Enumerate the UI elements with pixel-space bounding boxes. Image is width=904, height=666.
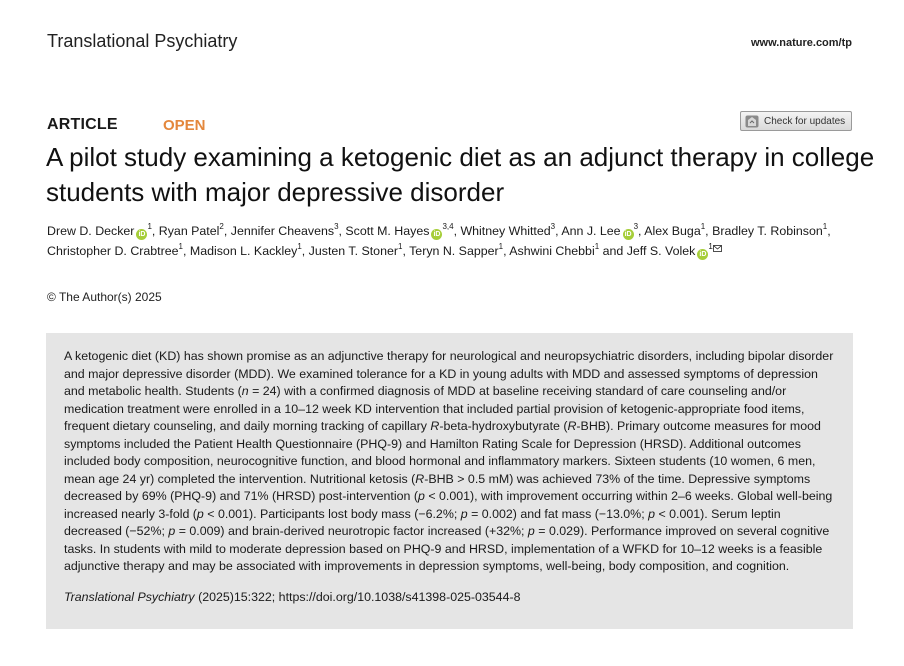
author-affiliation: 3 xyxy=(633,221,639,231)
author-affiliation: 3 xyxy=(334,221,339,231)
author-name[interactable]: Ryan Patel xyxy=(158,224,220,238)
author-name[interactable]: Alex Buga xyxy=(644,224,701,238)
abstract-box xyxy=(46,333,853,629)
journal-site-link[interactable]: www.nature.com/tp xyxy=(750,37,852,49)
author-name[interactable]: Justen T. Stoner xyxy=(308,244,398,258)
author-name[interactable]: Bradley T. Robinson xyxy=(712,224,823,238)
author-affiliation: 1 xyxy=(822,221,828,231)
citation-separator: ; xyxy=(271,589,279,604)
check-updates-icon xyxy=(745,115,759,128)
author-name[interactable]: Whitney Whitted xyxy=(460,224,551,238)
check-for-updates-button[interactable] xyxy=(740,111,852,131)
author-affiliation: 1 xyxy=(178,241,183,251)
author-name[interactable]: Ashwini Chebbi xyxy=(509,244,595,258)
citation-doi-link[interactable]: https://doi.org/10.1038/s41398-025-03544-8 xyxy=(278,589,521,604)
author-list: Drew D. Decker $iD^1$, Ryan Patel$^2$, Jennifer Cheavens$^3$, Scott M. Hayes iD$^{3,4}$, Whitney Whitted$^3$, Ann J. Lee $iD^3$, Alex Buga$^1$, Bradley T. Robinson$^1$, Christopher D. Crabtree$^1$, Madison L. Kackley$^1$, Justen T. Stoner$^1$, Teryn N. Sapper$^1$, Ashwini Chebbi$^1$ and Jeff S. Volek $iD^1$ xyxy=(47,221,831,258)
citation-line xyxy=(64,590,835,604)
citation-ref: (2025)15:322 xyxy=(198,589,272,604)
author-affiliation: 1 xyxy=(397,241,403,251)
author-affiliation: 3 xyxy=(550,221,556,231)
author-name[interactable]: Drew D. Decker xyxy=(47,224,135,238)
author-affiliation: 3,4 xyxy=(442,221,454,231)
abstract-text: A ketogenic diet (KD) has shown promise as an adjunctive therapy for neurological and neuropsychiatric disorders, including bipolar disorder and major depressive disorder (MDD). We examined tolerance for a KD in young adults with MDD and assessed symptoms of depression and metabolic health. Students (n = 24) with a confirmed diagnosis of MDD at baseline receiving standard of care counseling and/or medication treatment were enrolled in a 10–12 week KD intervention that included partial provision of ketogenic-appropriate food items, frequent dietary counseling, and daily morning tracking of capillary R-beta-hydroxybutyrate (R-BHB). Primary outcome measures for mood symptoms included the Patient Health Questionnaire (PHQ-9) and Hamilton Rating Scale for Depression (HRSD). Additional outcomes included body composition, neurocognitive function, and blood hormonal and inflammatory markers. Sixteen students (10 women, 6 men, mean age 24 yr) completed the intervention. Nutritional ketosis (R-BHB > 0.5 mM) was achieved 73% of the time. Depressive symptoms decreased by 69% (PHQ-9) and 71% (HRSD) post-intervention (p < 0.001), with improvement occurring within 2–6 weeks. Global well-being increased nearly 3-fold (p < 0.001). Participants lost body mass (−6.2%; p = 0.002) and fat mass (−13.0%; p < 0.001). Serum leptin decreased (−52%; p = 0.009) and brain-derived neurotropic factor increased (+32%; p = 0.029). Performance improved on several cognitive tasks. In students with mild to moderate depression based on PHQ-9 and HRSD, implementation of a WFKD for 10–12 weeks is a feasible adjunctive therapy and may be associated with improvements in depression symptoms, well-being, body composition, and cognition. xyxy=(64,349,834,573)
orcid-icon[interactable]: iD xyxy=(699,251,707,258)
envelope-icon[interactable] xyxy=(713,245,722,252)
author-name[interactable]: Scott M. Hayes xyxy=(345,224,430,238)
author-affiliation: 1 xyxy=(700,221,706,231)
author-name[interactable]: Christopher D. Crabtree xyxy=(47,244,179,258)
author-affiliation: 1 xyxy=(594,241,600,251)
article-title: A pilot study examining a ketogenic diet as an adjunct therapy in college students with major depressive disorder xyxy=(46,142,875,207)
author-name[interactable]: Teryn N. Sapper xyxy=(409,244,499,258)
check-updates-label: Check for updates xyxy=(764,115,846,127)
author-affiliation: 1 xyxy=(708,241,713,251)
author-name[interactable]: Ann J. Lee xyxy=(561,224,621,238)
author-name[interactable]: Madison L. Kackley xyxy=(189,244,298,258)
author-affiliation: 2 xyxy=(219,221,224,231)
orcid-icon[interactable]: iD xyxy=(624,231,632,238)
journal-name: Translational Psychiatry xyxy=(47,31,238,51)
author-name[interactable]: Jennifer Cheavens xyxy=(230,224,335,238)
orcid-icon[interactable]: iD xyxy=(138,231,146,238)
open-access-label: OPEN xyxy=(163,117,206,134)
author-affiliation: 1 xyxy=(297,241,302,251)
article-type-label: ARTICLE xyxy=(47,116,118,133)
orcid-icon[interactable]: iD xyxy=(433,231,441,238)
author-affiliation: 1 xyxy=(147,221,152,231)
author-affiliation: 1 xyxy=(498,241,504,251)
copyright-notice: © The Author(s) 2025 xyxy=(47,290,162,304)
citation-journal: Translational Psychiatry xyxy=(64,589,195,604)
author-name[interactable]: Jeff S. Volek xyxy=(626,244,696,258)
